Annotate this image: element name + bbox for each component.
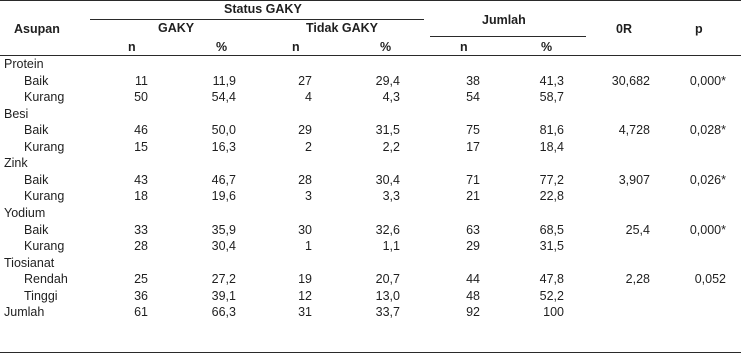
header-p: p — [695, 22, 703, 36]
header-gaky: GAKY — [158, 21, 195, 35]
header-jumlah: Jumlah — [482, 13, 526, 27]
cell-jml-n: 71 — [466, 172, 480, 187]
cell-tidak-n: 30 — [298, 222, 312, 237]
row-label: Kurang — [24, 239, 65, 254]
header-gaky-n: n — [128, 40, 136, 54]
odds-ratio: 25,4 — [625, 222, 650, 237]
cell-gaky-pct: 16,3 — [211, 139, 236, 154]
header-or: 0R — [616, 22, 632, 36]
cell-gaky-pct: 27,2 — [211, 272, 236, 287]
cell-jml-n: 54 — [466, 90, 480, 105]
cell-tidak-pct: 32,6 — [375, 222, 400, 237]
cell-gaky-pct: 39,1 — [211, 288, 236, 303]
row-label: Baik — [24, 222, 49, 237]
header-jumlah-n: n — [460, 40, 468, 54]
cell-tidak-pct: 13,0 — [375, 288, 400, 303]
cell-gaky-pct: 46,7 — [211, 172, 236, 187]
header-tidak-n: n — [292, 40, 300, 54]
header-tidak-pct: % — [380, 40, 392, 54]
cell-gaky-pct: 11,9 — [212, 73, 236, 88]
header-tidak-gaky: Tidak GAKY — [306, 21, 379, 35]
cell-gaky-pct: 19,6 — [211, 189, 236, 204]
odds-ratio: 30,682 — [611, 73, 650, 88]
cell-tidak-pct: 29,4 — [375, 73, 400, 88]
jumlah-underline — [430, 36, 586, 37]
cell-tidak-n: 2 — [305, 139, 312, 154]
group-label: Zink — [4, 156, 28, 171]
cell-jml-n: 44 — [466, 272, 480, 287]
cell-tidak-pct: 30,4 — [375, 172, 400, 187]
cell-tidak-n: 3 — [305, 189, 312, 204]
total-tidak-pct: 33,7 — [375, 305, 400, 320]
total-gaky-n: 61 — [134, 305, 148, 320]
header-jumlah-pct: % — [541, 40, 553, 54]
cell-jml-pct: 77,2 — [539, 172, 564, 187]
cell-jml-pct: 52,2 — [539, 288, 564, 303]
cell-jml-n: 29 — [466, 239, 480, 254]
group-label: Tiosianat — [4, 255, 55, 270]
total-gaky-pct: 66,3 — [211, 305, 236, 320]
total-jml-n: 92 — [466, 305, 480, 320]
group-label: Yodium — [4, 205, 46, 220]
cell-jml-pct: 47,8 — [539, 272, 564, 287]
cell-tidak-n: 1 — [305, 239, 312, 254]
cell-gaky-n: 18 — [134, 189, 148, 204]
row-label: Baik — [24, 123, 49, 138]
cell-jml-pct: 81,6 — [539, 123, 564, 138]
cell-jml-pct: 58,7 — [539, 90, 564, 105]
cell-jml-n: 48 — [466, 288, 480, 303]
cell-tidak-pct: 2,2 — [382, 139, 400, 154]
cell-gaky-n: 11 — [135, 73, 148, 88]
header-status-gaky: Status GAKY — [224, 2, 302, 16]
cell-jml-n: 63 — [466, 222, 480, 237]
cell-tidak-pct: 3,3 — [382, 189, 400, 204]
cell-jml-pct: 22,8 — [539, 189, 564, 204]
cell-gaky-pct: 54,4 — [211, 90, 236, 105]
cell-gaky-pct: 50,0 — [211, 123, 236, 138]
cell-gaky-n: 15 — [134, 139, 148, 154]
cell-jml-n: 75 — [466, 123, 480, 138]
row-label: Kurang — [24, 189, 65, 204]
cell-gaky-pct: 35,9 — [211, 222, 236, 237]
p-value: 0,026* — [689, 172, 726, 187]
cell-jml-pct: 41,3 — [539, 73, 564, 88]
cell-tidak-n: 4 — [305, 90, 312, 105]
total-tidak-n: 31 — [298, 305, 312, 320]
cell-tidak-n: 27 — [298, 73, 312, 88]
cell-jml-n: 21 — [466, 189, 480, 204]
row-label: Tinggi — [24, 288, 58, 303]
odds-ratio: 3,907 — [618, 172, 650, 187]
row-label: Kurang — [24, 90, 65, 105]
row-label: Rendah — [24, 272, 68, 287]
p-value: 0,000* — [689, 73, 726, 88]
top-rule — [0, 0, 741, 1]
cell-gaky-n: 46 — [134, 123, 148, 138]
total-label: Jumlah — [4, 305, 45, 320]
group-label: Besi — [4, 106, 29, 121]
row-label: Baik — [24, 172, 49, 187]
header-asupan: Asupan — [14, 22, 60, 36]
cell-gaky-n: 28 — [134, 239, 148, 254]
p-value: 0,052 — [694, 272, 726, 287]
cell-jml-n: 17 — [466, 139, 480, 154]
p-value: 0,028* — [689, 123, 726, 138]
cell-gaky-n: 43 — [134, 172, 148, 187]
cell-jml-pct: 68,5 — [539, 222, 564, 237]
cell-tidak-pct: 31,5 — [375, 123, 400, 138]
cell-tidak-pct: 4,3 — [382, 90, 400, 105]
header-bottom-rule — [0, 55, 741, 56]
cell-tidak-pct: 1,1 — [382, 239, 400, 254]
cell-tidak-n: 19 — [298, 272, 312, 287]
row-label: Kurang — [24, 139, 65, 154]
cell-tidak-n: 29 — [298, 123, 312, 138]
cell-gaky-n: 36 — [134, 288, 148, 303]
status-underline — [90, 19, 424, 20]
row-label: Baik — [24, 73, 49, 88]
cell-tidak-pct: 20,7 — [375, 272, 400, 287]
total-jml-pct: 100 — [543, 305, 564, 320]
cell-jml-n: 38 — [466, 73, 480, 88]
cell-jml-pct: 31,5 — [539, 239, 564, 254]
cell-jml-pct: 18,4 — [539, 139, 564, 154]
cell-gaky-pct: 30,4 — [211, 239, 236, 254]
cell-gaky-n: 50 — [134, 90, 148, 105]
header-gaky-pct: % — [216, 40, 228, 54]
odds-ratio: 2,28 — [625, 272, 650, 287]
cell-tidak-n: 28 — [298, 172, 312, 187]
odds-ratio: 4,728 — [618, 123, 650, 138]
cell-gaky-n: 25 — [134, 272, 148, 287]
cell-tidak-n: 12 — [298, 288, 312, 303]
p-value: 0,000* — [689, 222, 726, 237]
cell-gaky-n: 33 — [134, 222, 148, 237]
group-label: Protein — [4, 57, 44, 71]
